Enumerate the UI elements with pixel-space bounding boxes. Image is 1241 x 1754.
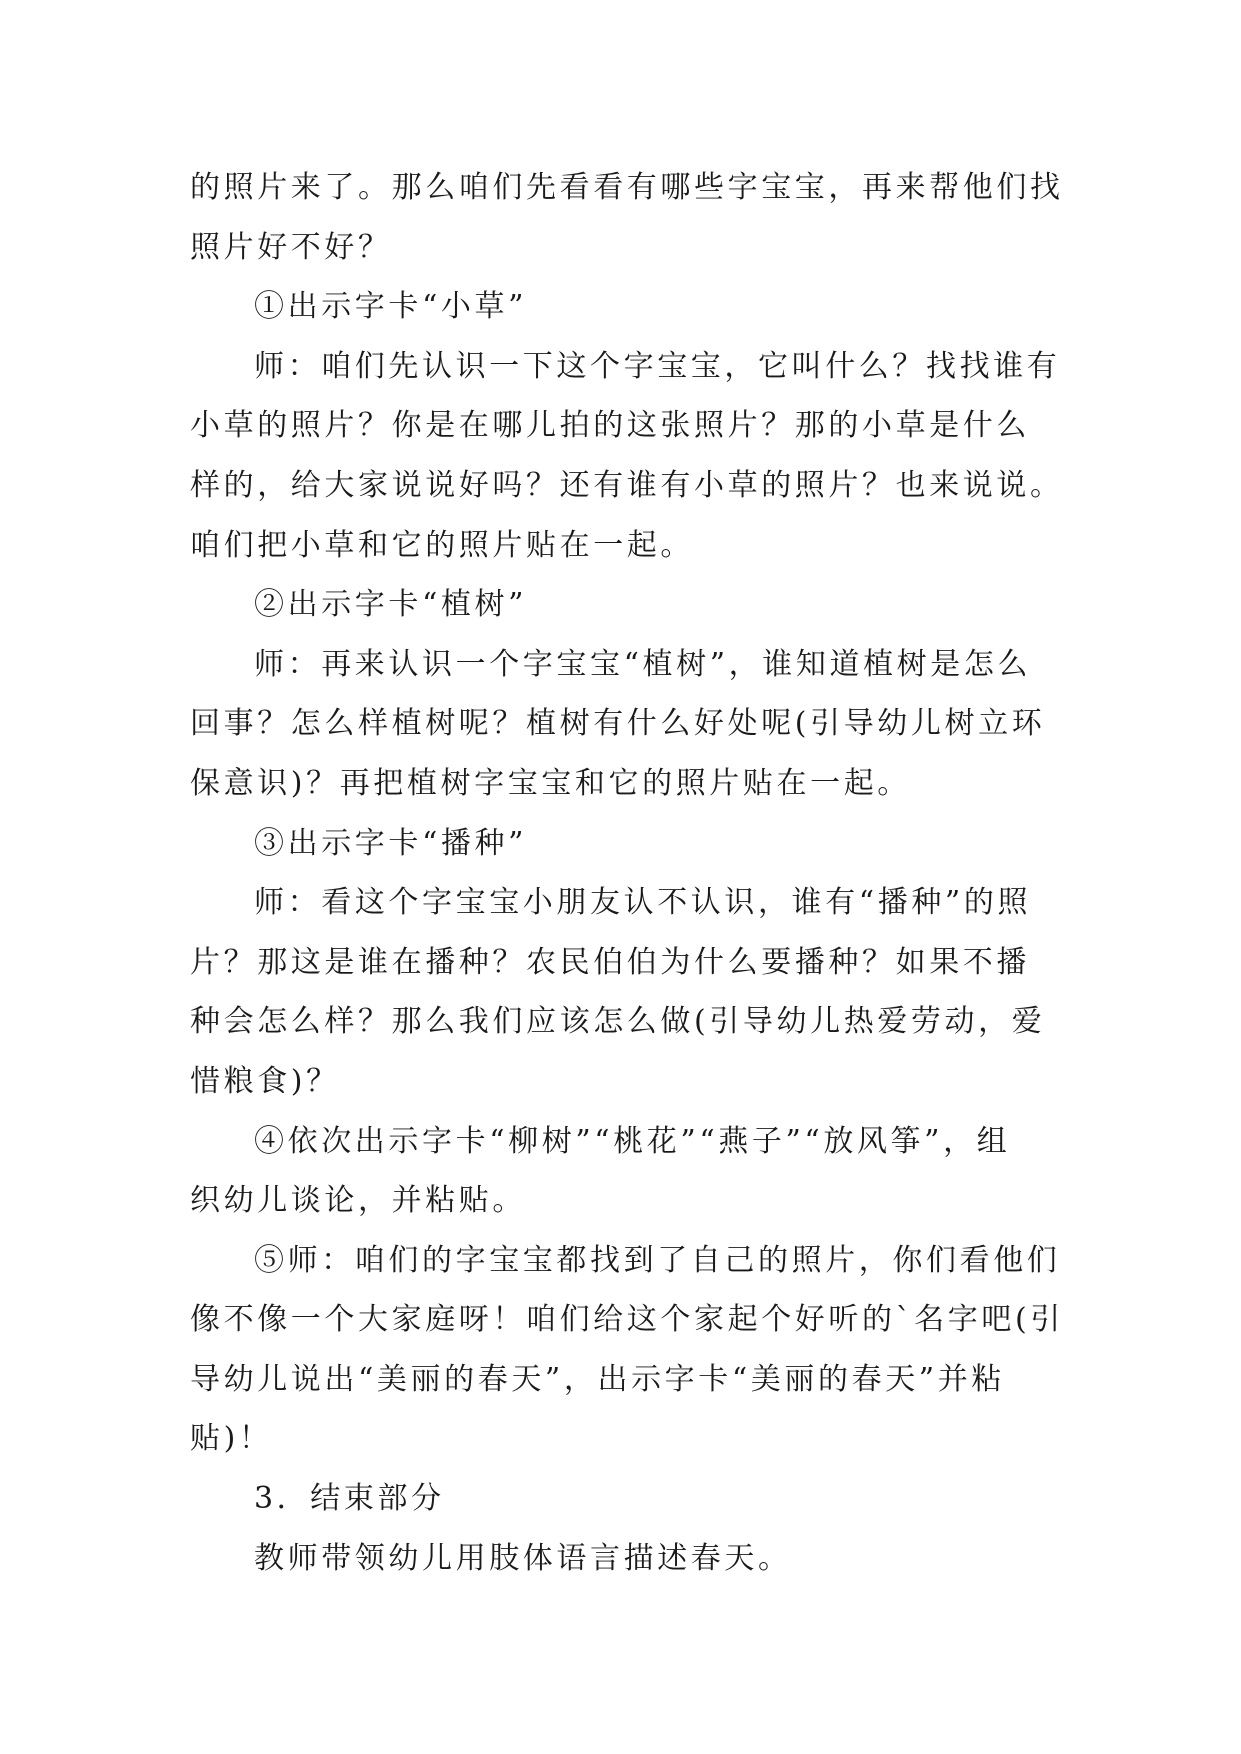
text-line: 师：看这个字宝宝小朋友认不认识，谁有“播种”的照 <box>254 885 1032 921</box>
text-line: ①出示字卡“小草” <box>254 289 528 325</box>
text-line: 咱们把小草和它的照片贴在一起。 <box>190 527 694 563</box>
text-line: 片？那这是谁在播种？农民伯伯为什么要播种？如果不播 <box>190 944 1030 980</box>
text-line: 师：再来认识一个字宝宝“植树”，谁知道植树是怎么 <box>254 646 1032 682</box>
text-line: ④依次出示字卡“柳树”“桃花”“燕子”“放风筝”，组 <box>254 1123 1011 1159</box>
text-line: 回事？怎么样植树呢？植树有什么好处呢(引导幼儿树立环 <box>190 706 1046 742</box>
text-line: ②出示字卡“植树” <box>254 587 528 623</box>
text-line: 3．结束部分 <box>254 1481 445 1517</box>
text-line: 惜粮食)？ <box>190 1063 340 1099</box>
text-line: ⑤师：咱们的字宝宝都找到了自己的照片，你们看他们 <box>254 1242 1061 1278</box>
text-line: 种会怎么样？那么我们应该怎么做(引导幼儿热爱劳动，爱 <box>190 1004 1046 1040</box>
text-line: 像不像一个大家庭呀！咱们给这个家起个好听的`名字吧(引 <box>190 1302 1064 1338</box>
text-line: 的照片来了。那么咱们先看看有哪些字宝宝，再来帮他们找 <box>190 170 1064 205</box>
text-line: 师：咱们先认识一下这个字宝宝，它叫什么？找找谁有 <box>254 348 1061 384</box>
text-line: 导幼儿说出“美丽的春天”，出示字卡“美丽的春天”并粘 <box>190 1361 1005 1397</box>
text-line: 照片好不好？ <box>190 229 392 265</box>
text-line: 保意识)？再把植树字宝宝和它的照片贴在一起。 <box>190 765 911 801</box>
text-line: ③出示字卡“播种” <box>254 825 528 861</box>
text-line: 小草的照片？你是在哪儿拍的这张照片？那的小草是什么 <box>190 408 1030 444</box>
text-line: 贴)！ <box>190 1421 273 1457</box>
text-line: 样的，给大家说说好吗？还有谁有小草的照片？也来说说。 <box>190 467 1064 503</box>
document-body <box>190 158 1070 1588</box>
text-line: 织幼儿谈论，并粘贴。 <box>190 1183 526 1219</box>
text-line: 教师带领幼儿用肢体语言描述春天。 <box>254 1540 792 1576</box>
